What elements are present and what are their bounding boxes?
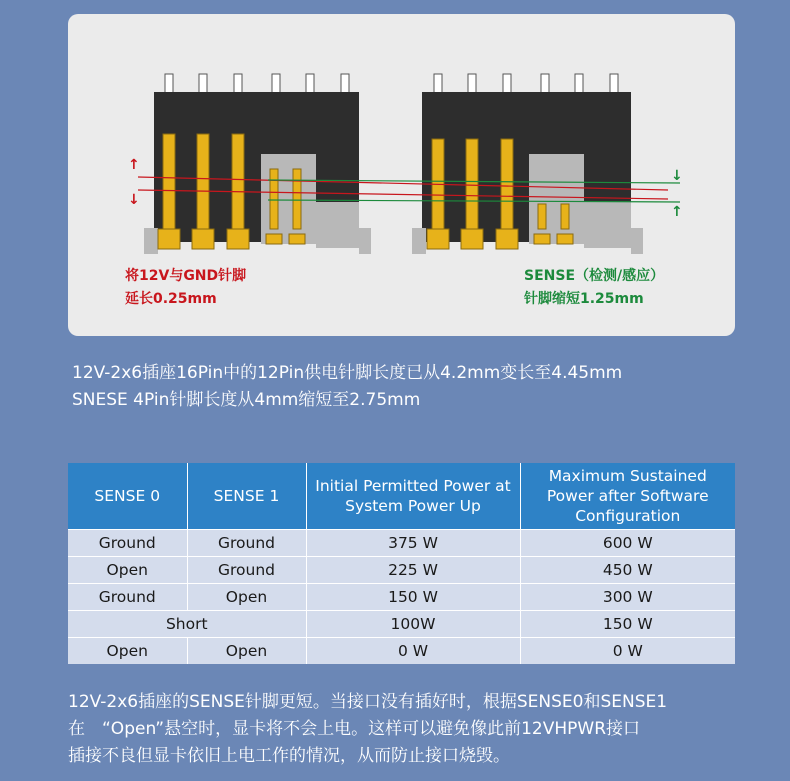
cell-sense1: Ground	[187, 530, 306, 557]
table-row	[68, 530, 735, 557]
sense-explanation-caption	[68, 689, 768, 770]
caption-line: 12V-2x6插座的SENSE针脚更短。当接口没有插好时，根据SENSE0和SENSE1	[68, 692, 668, 712]
header-initial-power: Initial Permitted Power at System Power Up	[306, 463, 520, 530]
pin-extension-label	[125, 265, 246, 311]
up-arrow-icon: ↑	[671, 204, 683, 220]
cell-initial: 375 W	[306, 530, 520, 557]
pin-length-caption	[72, 360, 772, 414]
caption-line: 在 “Open”悬空时，显卡将不会上电。这样可以避免像此前12VHPWR接口	[68, 719, 641, 739]
down-arrow-icon: ↓	[128, 192, 140, 208]
cell-sense0: Ground	[68, 530, 187, 557]
cell-sense1: Open	[187, 638, 306, 665]
cell-max: 0 W	[520, 638, 735, 665]
sense-pin-label-line2: 针脚缩短1.25mm	[524, 291, 644, 307]
sense-pin-label	[524, 265, 664, 311]
table-header-row	[68, 463, 735, 530]
header-max-power: Maximum Sustained Power after Software Configuration	[520, 463, 735, 530]
down-arrow-icon: ↓	[671, 168, 683, 184]
cell-max: 600 W	[520, 530, 735, 557]
table-row	[68, 611, 735, 638]
left-connector	[128, 74, 371, 254]
cell-initial: 100W	[306, 611, 520, 638]
cell-short: Short	[68, 611, 306, 638]
caption-line: 插接不良但显卡依旧上电工作的情况，从而防止接口烧毁。	[68, 746, 510, 766]
caption-line: SNESE 4Pin针脚长度从4mm缩短至2.75mm	[72, 390, 421, 410]
cell-initial: 225 W	[306, 557, 520, 584]
up-arrow-icon: ↑	[128, 157, 140, 173]
cell-sense0: Open	[68, 638, 187, 665]
cell-max: 150 W	[520, 611, 735, 638]
table-row	[68, 638, 735, 665]
pin-extension-label-line1: 将12V与GND针脚	[125, 268, 247, 284]
cell-initial: 0 W	[306, 638, 520, 665]
sense-power-table	[68, 463, 735, 664]
cell-max: 300 W	[520, 584, 735, 611]
cell-initial: 150 W	[306, 584, 520, 611]
header-sense1: SENSE 1	[187, 463, 306, 530]
cell-max: 450 W	[520, 557, 735, 584]
pin-extension-label-line2: 延长0.25mm	[125, 291, 217, 307]
sense-pin-label-line1: SENSE（检测/感应）	[524, 268, 665, 284]
cell-sense0: Open	[68, 557, 187, 584]
right-connector	[412, 74, 683, 254]
connector-diagram-card	[68, 14, 735, 336]
cell-sense0: Ground	[68, 584, 187, 611]
table-row	[68, 584, 735, 611]
header-sense0: SENSE 0	[68, 463, 187, 530]
caption-line: 12V-2x6插座16Pin中的12Pin供电针脚长度已从4.2mm变长至4.45mm	[72, 363, 623, 383]
cell-sense1: Ground	[187, 557, 306, 584]
table-row	[68, 557, 735, 584]
cell-sense1: Open	[187, 584, 306, 611]
